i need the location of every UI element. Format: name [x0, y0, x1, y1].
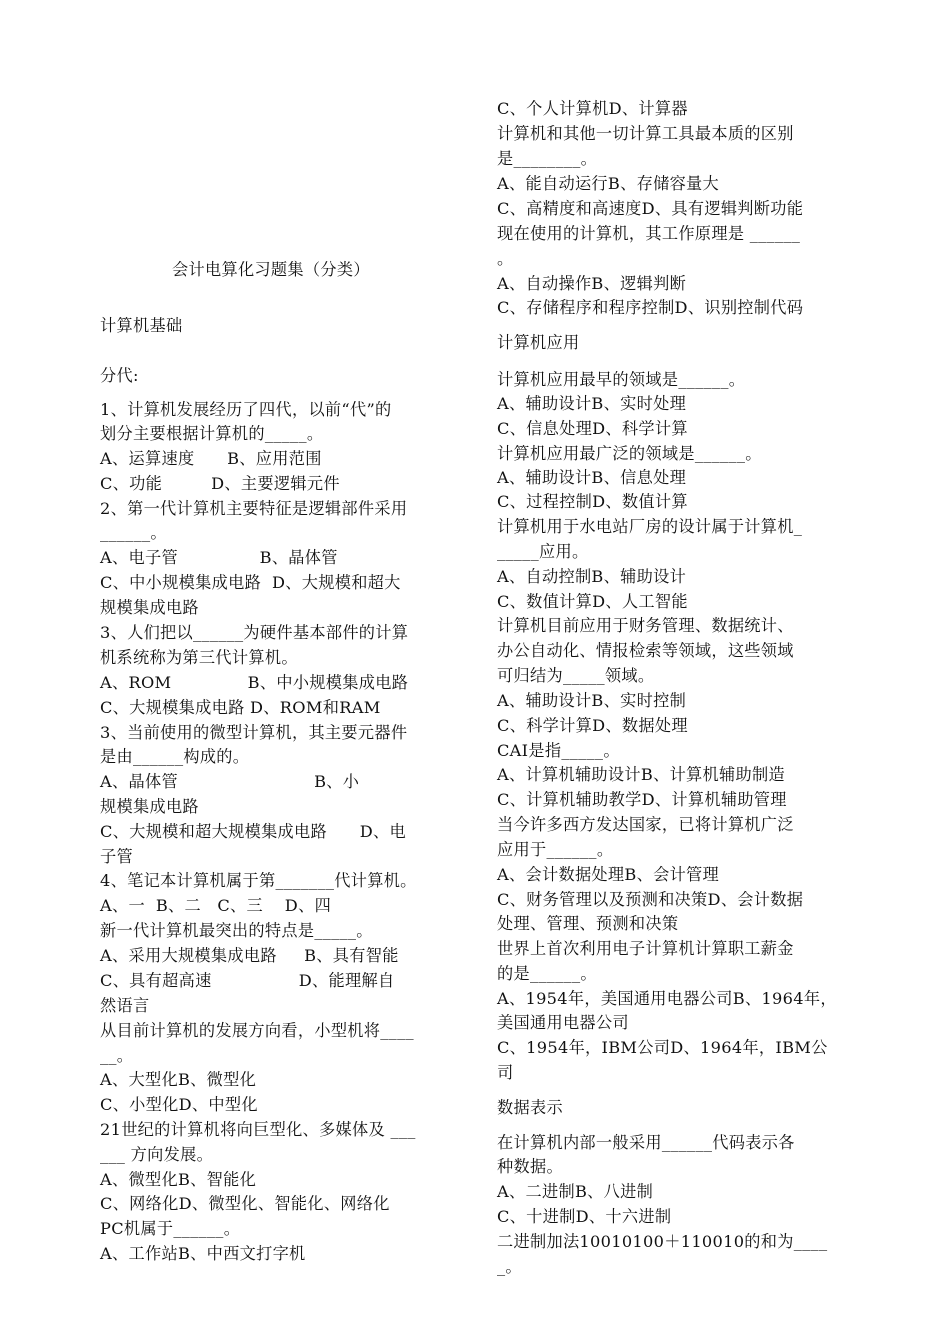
text-line: 是________。	[497, 149, 598, 168]
text-line: 2、第一代计算机主要特征是逻辑部件采用	[100, 499, 408, 518]
text-line: A、二进制B、八进制	[497, 1182, 654, 1201]
text-line: A、电子管 B、晶体管	[100, 548, 338, 567]
text-line: A、1954年，美国通用电器公司B、1964年，	[497, 989, 837, 1008]
text-line: C、高精度和高速度D、具有逻辑判断功能	[497, 199, 804, 218]
text-line: 美国通用电器公司	[497, 1013, 629, 1032]
text-line: CAI是指_____。	[497, 741, 620, 760]
text-line: A、自动操作B、逻辑判断	[497, 274, 687, 293]
text-line: A、晶体管 B、小	[100, 772, 360, 791]
text-line: A、辅助设计B、实时控制	[497, 691, 687, 710]
text-line: PC机属于______。	[100, 1219, 241, 1238]
text-line: 4、笔记本计算机属于第_______代计算机。	[100, 871, 417, 890]
text-line: C、功能 D、主要逻辑元件	[100, 474, 340, 493]
text-line: __。	[100, 1046, 134, 1065]
section-heading: 计算机应用	[497, 333, 580, 352]
text-line: 规模集成电路	[100, 598, 199, 617]
text-line: A、工作站B、中西文打字机	[100, 1244, 306, 1263]
text-line: 新一代计算机最突出的特点是_____。	[100, 921, 373, 940]
text-line: 1、计算机发展经历了四代，以前“代”的	[100, 400, 392, 419]
text-line: C、过程控制D、数值计算	[497, 492, 688, 511]
section-heading: 计算机基础	[100, 316, 183, 335]
text-line: 是由______构成的。	[100, 747, 250, 766]
text-line: A、辅助设计B、实时处理	[497, 394, 687, 413]
section-heading: 分代:	[100, 366, 139, 385]
text-line: A、辅助设计B、信息处理	[497, 468, 687, 487]
document-title: 会计电算化习题集（分类）	[172, 260, 370, 279]
text-line: _。	[497, 1257, 522, 1276]
section-heading: 数据表示	[497, 1098, 563, 1117]
text-line: 计算机目前应用于财务管理、数据统计、	[497, 616, 794, 635]
text-line: C、网络化D、微型化、智能化、网络化	[100, 1194, 390, 1213]
text-line: 司	[497, 1063, 514, 1082]
text-line: C、数值计算D、人工智能	[497, 592, 688, 611]
text-line: ______。	[100, 523, 167, 542]
text-line: 办公自动化、情报检索等领域，这些领域	[497, 641, 794, 660]
text-line: ___ 方向发展。	[100, 1145, 214, 1164]
text-line: 3、人们把以______为硬件基本部件的计算	[100, 623, 409, 642]
text-line: 二进制加法10010100＋110010的和为____	[497, 1232, 828, 1251]
text-line: 然语言	[100, 996, 150, 1015]
text-line: A、计算机辅助设计B、计算机辅助制造	[497, 765, 785, 784]
text-line: 处理、管理、预测和决策	[497, 914, 679, 933]
text-line: 当今许多西方发达国家，已将计算机广泛	[497, 815, 794, 834]
text-line: 计算机应用最广泛的领域是______。	[497, 444, 762, 463]
text-line: A、能自动运行B、存储容量大	[497, 174, 720, 193]
text-line: C、1954年，IBM公司D、1964年，IBM公	[497, 1038, 828, 1057]
text-line: 可归结为_____领域。	[497, 666, 655, 685]
text-line: A、微型化B、智能化	[100, 1170, 257, 1189]
text-line: 应用于______。	[497, 840, 614, 859]
text-line: 划分主要根据计算机的_____。	[100, 424, 324, 443]
text-line: C、具有超高速 D、能理解自	[100, 971, 395, 990]
text-line: C、科学计算D、数据处理	[497, 716, 688, 735]
text-line: A、会计数据处理B、会计管理	[497, 865, 720, 884]
text-line: 种数据。	[497, 1157, 563, 1176]
text-line: 在计算机内部一般采用______代码表示各	[497, 1133, 795, 1152]
text-line: 子管	[100, 847, 133, 866]
text-line: A、大型化B、微型化	[100, 1070, 257, 1089]
text-line: C、计算机辅助教学D、计算机辅助管理	[497, 790, 787, 809]
text-line: 计算机和其他一切计算工具最本质的区别	[497, 124, 794, 143]
text-line: C、十进制D、十六进制	[497, 1207, 672, 1226]
text-line: C、大规模集成电路 D、ROM和RAM	[100, 698, 381, 717]
text-line: 的是______。	[497, 964, 597, 983]
text-line: A、一 B、二 C、三 D、四	[100, 896, 332, 915]
text-line: _____应用。	[497, 542, 589, 561]
text-line: A、自动控制B、辅助设计	[497, 567, 687, 586]
text-line: 计算机应用最早的领域是______。	[497, 370, 746, 389]
text-line: A、ROM B、中小规模集成电路	[100, 673, 409, 692]
text-line: 规模集成电路	[100, 797, 199, 816]
text-line: C、个人计算机D、计算器	[497, 99, 688, 118]
text-line: C、财务管理以及预测和决策D、会计数据	[497, 890, 804, 909]
text-line: C、大规模和超大规模集成电路 D、电	[100, 822, 406, 841]
text-line: C、中小规模集成电路 D、大规模和超大	[100, 573, 401, 592]
text-line: A、运算速度 B、应用范围	[100, 449, 322, 468]
text-line: 机系统称为第三代计算机。	[100, 648, 298, 667]
text-line: 从目前计算机的发展方向看，小型机将____	[100, 1021, 414, 1040]
text-line: 。	[497, 249, 514, 268]
text-line: 计算机用于水电站厂房的设计属于计算机_	[497, 517, 803, 536]
text-line: 3、当前使用的微型计算机，其主要元器件	[100, 723, 408, 742]
text-line: A、采用大规模集成电路 B、具有智能	[100, 946, 399, 965]
text-line: C、小型化D、中型化	[100, 1095, 258, 1114]
text-line: 21世纪的计算机将向巨型化、多媒体及 ___	[100, 1120, 416, 1139]
text-line: C、信息处理D、科学计算	[497, 419, 688, 438]
text-line: 现在使用的计算机，其工作原理是 ______	[497, 224, 801, 243]
text-line: C、存储程序和程序控制D、识别控制代码	[497, 298, 804, 317]
text-line: 世界上首次利用电子计算机计算职工薪金	[497, 939, 794, 958]
